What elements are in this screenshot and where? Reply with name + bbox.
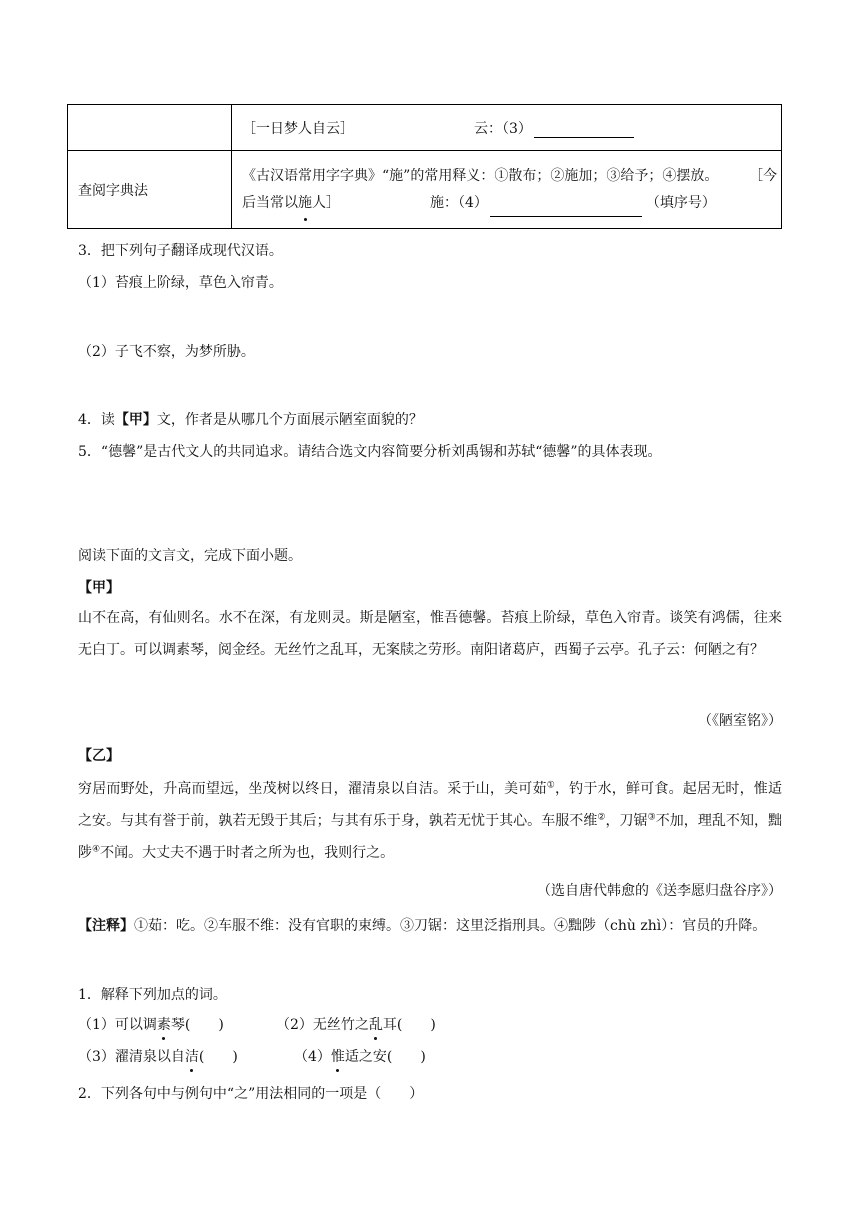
question-1-item-1: （1）可以调素琴( ) xyxy=(78,1014,276,1036)
footnote-marker-1: ① xyxy=(546,780,555,791)
footnote-marker-3: ③ xyxy=(647,812,656,823)
method-label: 查阅字典法 xyxy=(68,151,232,229)
annotations: 【注释】①茹：吃。②车服不维：没有官职的束缚。③刀锯：这里泛指刑具。④黜陟（chù zhì）：官员的升降。 xyxy=(78,918,767,934)
method-table xyxy=(67,104,782,229)
bracket-quote-start: ［今 xyxy=(749,167,777,184)
table-row xyxy=(68,105,782,151)
question-2: 2．下列各句中与例句中“之”用法相同的一项是（ ） xyxy=(78,1086,424,1102)
dotted-word: 洁 xyxy=(185,1046,199,1068)
table-cell-empty xyxy=(68,105,232,151)
question-1-row-1 xyxy=(78,1014,782,1036)
bracket-quote-end: 后当常以施人］ xyxy=(242,195,340,211)
passage-yi-label: 【乙】 xyxy=(78,748,120,764)
answer-blank-3[interactable] xyxy=(534,123,634,138)
answer-hint: （填序号） xyxy=(645,194,716,211)
passage-jia-source: （《陋室铭》） xyxy=(698,713,782,729)
footnote-marker-2: ② xyxy=(597,812,606,823)
dotted-word: 惟 xyxy=(331,1046,345,1068)
reading-instruction: 阅读下面的文言文，完成下面小题。 xyxy=(78,548,302,564)
question-3-sentence-2: （2）子飞不察，为梦所胁。 xyxy=(78,344,255,360)
footnote-marker-4: ④ xyxy=(92,844,101,855)
table-cell-content xyxy=(232,151,782,229)
dotted-word: 素 xyxy=(157,1014,171,1036)
question-1-item-2: （2）无丝竹之乱耳( ) xyxy=(276,1014,436,1036)
question-1-title: 1．解释下列加点的词。 xyxy=(78,987,227,1003)
dotted-word: 施 xyxy=(298,190,312,217)
question-5: 5．“德馨”是古代文人的共同追求。请结合选文内容简要分析刘禹锡和苏轼“德馨”的具体表现。 xyxy=(78,444,662,460)
passage-jia-text: 山不在高，有仙则名。水不在深，有龙则灵。斯是陋室，惟吾德馨。苔痕上阶绿，草色入帘青。谈笑有鸿儒，往来无白丁。可以调素琴，阅金经。无丝竹之乱耳，无案牍之劳形。南阳诸葛庐，西蜀子云亭。孔子云：何陋之有？ xyxy=(78,610,782,658)
passage-jia-label: 【甲】 xyxy=(78,580,120,596)
dotted-word: 乱 xyxy=(369,1014,383,1036)
question-4: 4．读【甲】文，作者是从哪几个方面展示陋室面貌的？ xyxy=(78,412,423,428)
question-3-title: 3．把下列句子翻译成现代汉语。 xyxy=(78,243,283,259)
answer-prefix: 施：（4） xyxy=(430,194,488,211)
question-3-sentence-1: （1）苔痕上阶绿，草色入帘青。 xyxy=(78,275,283,291)
question-1-row-2 xyxy=(78,1046,782,1068)
passage-yi-source: （选自唐代韩愈的《送李愿归盘谷序》） xyxy=(537,883,782,899)
answer-blank-4[interactable] xyxy=(490,202,642,217)
dictionary-definition: 《古汉语常用字字典》“施”的常用释义：①散布；②施加；③给予；④摆放。 xyxy=(242,167,719,184)
table-cell-content xyxy=(232,105,782,151)
table-row xyxy=(68,151,782,229)
question-1-item-4: （4）惟适之安( ) xyxy=(294,1046,426,1068)
passage-yi-text: 穷居而野处，升高而望远，坐茂树以终日，濯清泉以自洁。采于山，美可茹①，钓于水，鲜可食。起居无时，惟适之安。与其有誉于前，孰若无毁于其后；与其有乐于身，孰若无忧于其心。车服不维②，刀锯③不加，理乱不知，黜陟④不闻。大丈夫不遇于时者之所为也，我则行之。 xyxy=(78,780,783,861)
answer-prefix: 云：（3） xyxy=(474,120,532,137)
bracket-quote: ［一日梦人自云］ xyxy=(242,120,354,137)
question-1-item-3: （3）濯清泉以自洁( ) xyxy=(78,1046,294,1068)
